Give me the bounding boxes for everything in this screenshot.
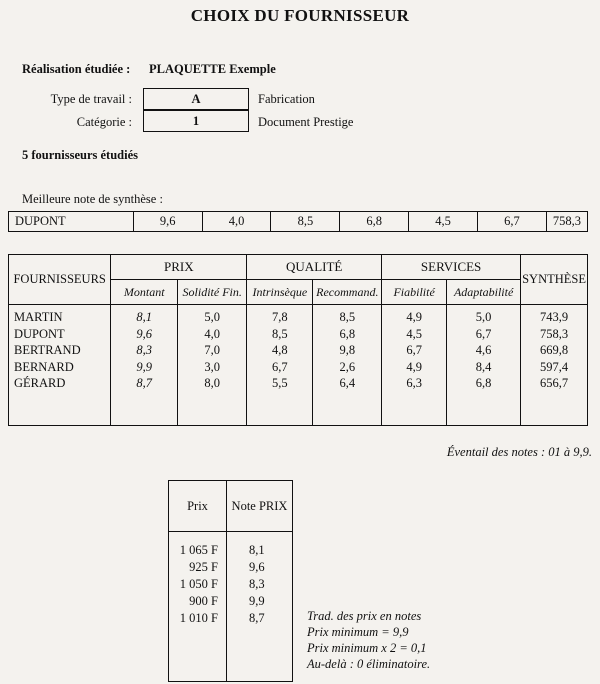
cell-intrinseque: 6,7 (272, 359, 288, 374)
supplier-name: GÉRARD (14, 376, 66, 391)
best-value: 6,8 (340, 212, 409, 232)
cell-montant: 8,1 (136, 310, 153, 324)
categorie-code: 1 (143, 110, 249, 132)
categorie-label: Catégorie : (76, 115, 132, 129)
sub-recommand: Recommand. (313, 280, 382, 305)
col-names (9, 305, 111, 426)
sub-solidite: Solidité Fin. (178, 280, 247, 305)
note-line: Prix minimum = 9,9 (307, 625, 409, 639)
cell-synthese: 656,7 (539, 376, 569, 391)
cell-fiabilite: 6,3 (406, 376, 422, 391)
cell-montant: 9,6 (136, 326, 153, 341)
prix-table (168, 480, 293, 682)
cell-recommand: 8,5 (339, 310, 356, 324)
page-title: CHOIX DU FOURNISSEUR (190, 6, 410, 25)
cell-note-prix: 9,6 (249, 560, 265, 574)
cell-adaptabilite: 5,0 (475, 310, 492, 324)
cell-intrinseque: 8,5 (272, 326, 288, 341)
cell-fiabilite: 6,7 (406, 343, 422, 358)
best-value: 6,7 (477, 212, 546, 232)
best-score-row (8, 211, 588, 232)
cell-solidite: 8,0 (204, 376, 220, 391)
cell-solidite: 5,0 (204, 310, 220, 324)
cell-synthese: 758,3 (539, 326, 569, 341)
note-line: Au-delà : 0 éliminatoire. (307, 657, 431, 671)
sub-montant: Montant (111, 280, 178, 305)
cell-montant: 8,7 (136, 376, 153, 391)
cell-intrinseque: 7,8 (272, 310, 288, 324)
cell-note-prix: 8,3 (249, 577, 265, 591)
cell-prix: 900 F (189, 594, 218, 608)
best-name: DUPONT (15, 214, 66, 228)
col-note-prix: Note PRIX (227, 481, 293, 532)
best-value: 758,3 (546, 212, 587, 232)
supplier-name: BERNARD (14, 359, 74, 374)
prix-notes (307, 608, 430, 672)
col-synthese-values (521, 305, 588, 426)
cell-synthese: 597,4 (539, 359, 569, 374)
col-solidite (178, 305, 247, 426)
cell-prix: 1 050 F (179, 577, 218, 591)
cell-adaptabilite: 8,4 (475, 359, 492, 374)
col-adaptabilite (447, 305, 521, 426)
type-travail-code: A (143, 88, 249, 110)
best-value: 9,6 (133, 212, 202, 232)
group-prix: PRIX (111, 255, 247, 280)
cell-synthese: 669,8 (539, 343, 569, 358)
categorie-value: Document Prestige (258, 115, 354, 129)
cell-fiabilite: 4,5 (406, 326, 422, 341)
cell-intrinseque: 5,5 (272, 376, 288, 391)
sub-fiabilite: Fiabilité (382, 280, 447, 305)
cell-fiabilite: 4,9 (406, 310, 422, 324)
cell-recommand: 6,8 (339, 326, 356, 341)
col-intrinseque (247, 305, 313, 426)
supplier-name: BERTRAND (14, 343, 81, 358)
cell-prix: 925 F (189, 560, 218, 574)
col-fournisseurs: FOURNISSEURS (9, 255, 111, 305)
supplier-name: DUPONT (14, 326, 65, 341)
sub-intrinseque: Intrinsèque (247, 280, 313, 305)
group-qualite: QUALITÉ (247, 255, 382, 280)
cell-montant: 8,3 (136, 343, 153, 358)
cell-note-prix: 8,7 (249, 611, 265, 625)
best-value: 4,5 (409, 212, 478, 232)
sub-adaptabilite: Adaptabilité (447, 280, 521, 305)
col-recommand (313, 305, 382, 426)
type-travail-value: Fabrication (258, 92, 315, 106)
cell-intrinseque: 4,8 (272, 343, 288, 358)
group-services: SERVICES (382, 255, 521, 280)
cell-adaptabilite: 6,7 (475, 326, 492, 341)
cell-synthese: 743,9 (539, 310, 569, 324)
cell-fiabilite: 4,9 (406, 359, 422, 374)
col-fiabilite (382, 305, 447, 426)
cell-solidite: 7,0 (204, 343, 220, 358)
cell-recommand: 6,4 (339, 376, 356, 391)
cell-solidite: 3,0 (204, 359, 220, 374)
realisation-value: PLAQUETTE Exemple (149, 62, 276, 76)
meilleure-note-label: Meilleure note de synthèse : (22, 192, 163, 206)
eventail-note: Éventail des notes : 01 à 9,9. (446, 445, 592, 459)
cell-note-prix: 9,9 (249, 594, 265, 608)
cell-recommand: 2,6 (339, 359, 356, 374)
note-line: Trad. des prix en notes (307, 609, 422, 623)
cell-solidite: 4,0 (204, 326, 220, 341)
fournisseurs-table (8, 254, 588, 426)
cell-montant: 9,9 (136, 359, 153, 374)
realisation-label: Réalisation étudiée : (22, 62, 131, 76)
type-travail-label: Type de travail : (50, 92, 132, 106)
supplier-name: MARTIN (14, 310, 63, 324)
col-prix: Prix (169, 481, 227, 532)
nb-fournisseurs: 5 fournisseurs étudiés (22, 148, 138, 162)
cell-recommand: 9,8 (339, 343, 356, 358)
note-line: Prix minimum x 2 = 0,1 (307, 641, 427, 655)
cell-note-prix: 8,1 (249, 543, 265, 557)
col-prix-values (169, 532, 227, 682)
cell-adaptabilite: 4,6 (475, 343, 492, 358)
best-value: 8,5 (271, 212, 340, 232)
cell-prix: 1 065 F (179, 543, 218, 557)
col-montant (111, 305, 178, 426)
col-synthese: SYNTHÈSE (521, 255, 588, 305)
col-note-values (227, 532, 293, 682)
best-value: 4,0 (202, 212, 271, 232)
cell-prix: 1 010 F (179, 611, 218, 625)
cell-adaptabilite: 6,8 (475, 376, 492, 391)
